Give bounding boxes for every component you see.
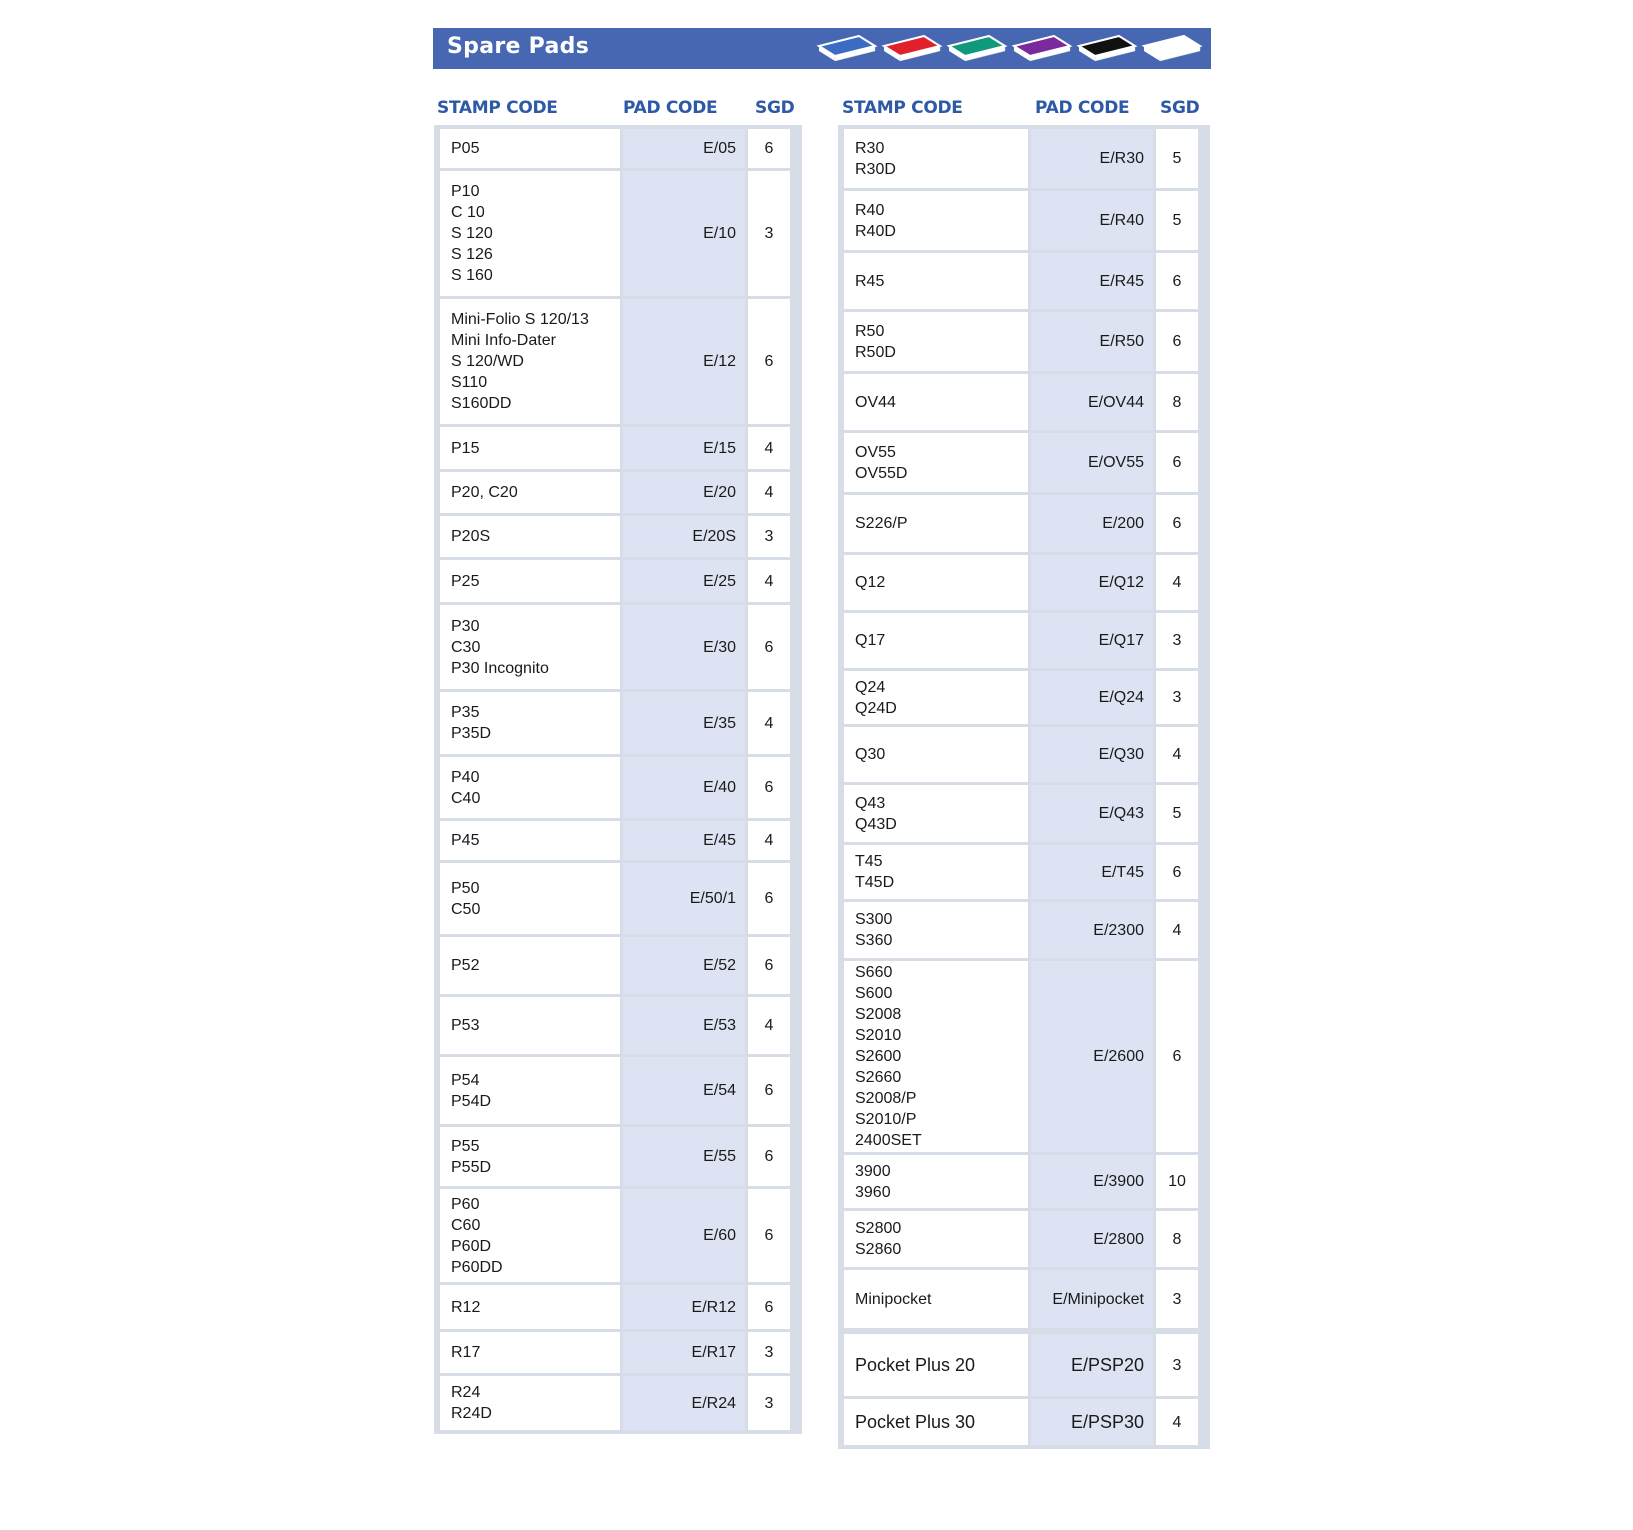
table-row (440, 1189, 796, 1282)
stamp-code-cell: S660 S600 S2008 S2010 S2600 S2660 S2008/P S2010/P 2400SET (844, 961, 1028, 1152)
pad-code-cell: E/54 (623, 1057, 745, 1124)
ink-pad-swatch (1079, 36, 1135, 61)
pad-code-cell: E/52 (623, 937, 745, 994)
pad-code-cell: E/R17 (623, 1332, 745, 1373)
stamp-code-cell: Mini-Folio S 120/13 Mini Info-Dater S 120/WD S110 S160DD (440, 299, 620, 424)
pad-code-cell: E/Q30 (1031, 727, 1153, 782)
sgd-price-cell: 10 (1156, 1155, 1198, 1208)
table-row (440, 821, 796, 860)
sgd-price-cell: 3 (1156, 671, 1198, 724)
stamp-code-cell: R45 (844, 253, 1028, 309)
table-row (844, 671, 1204, 724)
stamp-code-cell: Q12 (844, 555, 1028, 610)
table-row (440, 692, 796, 754)
sgd-price-cell: 8 (1156, 1211, 1198, 1267)
header-bar (433, 28, 1211, 69)
table-row (440, 997, 796, 1054)
pad-code-cell: E/12 (623, 299, 745, 424)
ink-pad-swatch (949, 36, 1005, 61)
stamp-code-cell: R40 R40D (844, 191, 1028, 250)
sgd-price-cell: 3 (748, 1376, 790, 1430)
right-pad-table (838, 125, 1210, 1449)
table-row (844, 495, 1204, 552)
sgd-price-cell: 4 (748, 472, 790, 513)
pad-code-cell: E/45 (623, 821, 745, 860)
pad-code-cell: E/Q43 (1031, 785, 1153, 842)
table-row (440, 605, 796, 689)
stamp-code-cell: Pocket Plus 20 (844, 1334, 1028, 1396)
sgd-price-cell: 6 (748, 299, 790, 424)
sgd-price-cell: 5 (1156, 785, 1198, 842)
pad-code-cell: E/R45 (1031, 253, 1153, 309)
right-pad-code-header: PAD CODE (1035, 98, 1130, 118)
stamp-code-cell: P25 (440, 560, 620, 602)
sgd-price-cell: 6 (748, 1057, 790, 1124)
table-row (440, 937, 796, 994)
stamp-code-cell: P40 C40 (440, 757, 620, 818)
table-row (844, 1211, 1204, 1267)
sgd-price-cell: 6 (1156, 845, 1198, 899)
pad-code-cell: E/3900 (1031, 1155, 1153, 1208)
pad-code-cell: E/2800 (1031, 1211, 1153, 1267)
pad-code-cell: E/20S (623, 516, 745, 557)
pad-code-cell: E/R50 (1031, 312, 1153, 371)
table-row (844, 433, 1204, 492)
stamp-code-cell: Q30 (844, 727, 1028, 782)
table-row (844, 1155, 1204, 1208)
ink-pad-swatch (1014, 36, 1070, 61)
pad-code-cell: E/200 (1031, 495, 1153, 552)
sgd-price-cell: 6 (748, 129, 790, 168)
pad-code-cell: E/30 (623, 605, 745, 689)
sgd-price-cell: 4 (1156, 727, 1198, 782)
pad-code-cell: E/PSP20 (1031, 1334, 1153, 1396)
stamp-code-cell: OV55 OV55D (844, 433, 1028, 492)
stamp-code-cell: R24 R24D (440, 1376, 620, 1430)
stamp-code-cell: P50 C50 (440, 863, 620, 934)
stamp-code-cell: Pocket Plus 30 (844, 1399, 1028, 1445)
sgd-price-cell: 3 (748, 516, 790, 557)
page-title: Spare Pads (447, 34, 590, 59)
table-row (440, 299, 796, 424)
sgd-price-cell: 3 (1156, 613, 1198, 668)
sgd-price-cell: 4 (748, 692, 790, 754)
table-row (440, 1376, 796, 1430)
sgd-price-cell: 4 (1156, 1399, 1198, 1445)
stamp-code-cell: Minipocket (844, 1270, 1028, 1328)
sgd-price-cell: 6 (1156, 312, 1198, 371)
table-row (440, 171, 796, 296)
stamp-code-cell: T45 T45D (844, 845, 1028, 899)
sgd-price-cell: 3 (1156, 1334, 1198, 1396)
table-row (844, 312, 1204, 371)
sgd-price-cell: 4 (748, 821, 790, 860)
pad-code-cell: E/05 (623, 129, 745, 168)
sgd-price-cell: 6 (748, 1285, 790, 1329)
pad-code-cell: E/2300 (1031, 902, 1153, 958)
pad-code-cell: E/25 (623, 560, 745, 602)
table-row (844, 613, 1204, 668)
sgd-price-cell: 4 (748, 560, 790, 602)
left-stamp-code-header: STAMP CODE (437, 98, 558, 118)
pad-code-cell: E/Q24 (1031, 671, 1153, 724)
pad-code-cell: E/PSP30 (1031, 1399, 1153, 1445)
sgd-price-cell: 4 (748, 427, 790, 469)
stamp-code-cell: 3900 3960 (844, 1155, 1028, 1208)
table-row (440, 1332, 796, 1373)
left-pad-table (434, 125, 802, 1434)
table-row (440, 427, 796, 469)
sgd-price-cell: 4 (1156, 902, 1198, 958)
stamp-code-cell: R17 (440, 1332, 620, 1373)
sgd-price-cell: 6 (748, 863, 790, 934)
pad-code-cell: E/2600 (1031, 961, 1153, 1152)
table-row (440, 863, 796, 934)
stamp-code-cell: P35 P35D (440, 692, 620, 754)
ink-pad-swatch (1144, 36, 1200, 61)
table-row (440, 516, 796, 557)
table-row (844, 961, 1204, 1152)
stamp-code-cell: P20S (440, 516, 620, 557)
pad-code-cell: E/50/1 (623, 863, 745, 934)
pad-code-cell: E/60 (623, 1189, 745, 1282)
table-row (844, 845, 1204, 899)
table-row (844, 129, 1204, 188)
table-row (844, 253, 1204, 309)
pad-code-cell: E/35 (623, 692, 745, 754)
stamp-code-cell: P53 (440, 997, 620, 1054)
sgd-price-cell: 4 (1156, 555, 1198, 610)
pad-code-cell: E/R12 (623, 1285, 745, 1329)
ink-pad-swatches (805, 32, 1205, 66)
stamp-code-cell: R30 R30D (844, 129, 1028, 188)
stamp-code-cell: P54 P54D (440, 1057, 620, 1124)
stamp-code-cell: P52 (440, 937, 620, 994)
table-row (440, 129, 796, 168)
stamp-code-cell: S226/P (844, 495, 1028, 552)
stamp-code-cell: P15 (440, 427, 620, 469)
table-row (440, 472, 796, 513)
table-row (844, 1270, 1204, 1328)
pad-code-cell: E/R24 (623, 1376, 745, 1430)
stamp-code-cell: P45 (440, 821, 620, 860)
pad-code-cell: E/20 (623, 472, 745, 513)
table-row (440, 757, 796, 818)
pad-code-cell: E/53 (623, 997, 745, 1054)
sgd-price-cell: 6 (1156, 433, 1198, 492)
table-row (440, 560, 796, 602)
sgd-price-cell: 3 (748, 1332, 790, 1373)
stamp-code-cell: Q24 Q24D (844, 671, 1028, 724)
stamp-code-cell: S2800 S2860 (844, 1211, 1028, 1267)
stamp-code-cell: P20, C20 (440, 472, 620, 513)
pad-code-cell: E/R30 (1031, 129, 1153, 188)
table-row (844, 191, 1204, 250)
stamp-code-cell: OV44 (844, 374, 1028, 430)
table-row (844, 555, 1204, 610)
sgd-price-cell: 4 (748, 997, 790, 1054)
pad-code-cell: E/OV44 (1031, 374, 1153, 430)
stamp-code-cell: P60 C60 P60D P60DD (440, 1189, 620, 1282)
stamp-code-cell: P55 P55D (440, 1127, 620, 1186)
pad-code-cell: E/55 (623, 1127, 745, 1186)
stamp-code-cell: P10 C 10 S 120 S 126 S 160 (440, 171, 620, 296)
sgd-price-cell: 6 (748, 1127, 790, 1186)
stamp-code-cell: S300 S360 (844, 902, 1028, 958)
sgd-price-cell: 6 (1156, 961, 1198, 1152)
stamp-code-cell: Q17 (844, 613, 1028, 668)
stamp-code-cell: R12 (440, 1285, 620, 1329)
sgd-price-cell: 6 (1156, 495, 1198, 552)
table-row (844, 727, 1204, 782)
pad-code-cell: E/OV55 (1031, 433, 1153, 492)
right-sgd-header: SGD (1160, 98, 1200, 118)
sgd-price-cell: 6 (748, 1189, 790, 1282)
sgd-price-cell: 6 (748, 757, 790, 818)
sgd-price-cell: 5 (1156, 191, 1198, 250)
stamp-code-cell: P30 C30 P30 Incognito (440, 605, 620, 689)
sgd-price-cell: 6 (748, 937, 790, 994)
sgd-price-cell: 8 (1156, 374, 1198, 430)
table-row (440, 1127, 796, 1186)
table-row (844, 902, 1204, 958)
table-row (844, 1399, 1204, 1445)
table-row (440, 1285, 796, 1329)
sgd-price-cell: 3 (1156, 1270, 1198, 1328)
table-row (440, 1057, 796, 1124)
sgd-price-cell: 6 (748, 605, 790, 689)
pad-code-cell: E/10 (623, 171, 745, 296)
table-row (844, 374, 1204, 430)
stamp-code-cell: P05 (440, 129, 620, 168)
left-pad-code-header: PAD CODE (623, 98, 718, 118)
right-stamp-code-header: STAMP CODE (842, 98, 963, 118)
table-row (844, 1334, 1204, 1396)
stamp-code-cell: R50 R50D (844, 312, 1028, 371)
pad-code-cell: E/Q17 (1031, 613, 1153, 668)
table-row (844, 785, 1204, 842)
pad-code-cell: E/Q12 (1031, 555, 1153, 610)
stamp-code-cell: Q43 Q43D (844, 785, 1028, 842)
sgd-price-cell: 5 (1156, 129, 1198, 188)
pad-code-cell: E/R40 (1031, 191, 1153, 250)
pad-code-cell: E/Minipocket (1031, 1270, 1153, 1328)
sgd-price-cell: 6 (1156, 253, 1198, 309)
sgd-price-cell: 3 (748, 171, 790, 296)
ink-pad-swatch (819, 36, 875, 61)
pad-code-cell: E/40 (623, 757, 745, 818)
pad-code-cell: E/15 (623, 427, 745, 469)
ink-pad-swatch (884, 36, 940, 61)
left-sgd-header: SGD (755, 98, 795, 118)
pad-code-cell: E/T45 (1031, 845, 1153, 899)
